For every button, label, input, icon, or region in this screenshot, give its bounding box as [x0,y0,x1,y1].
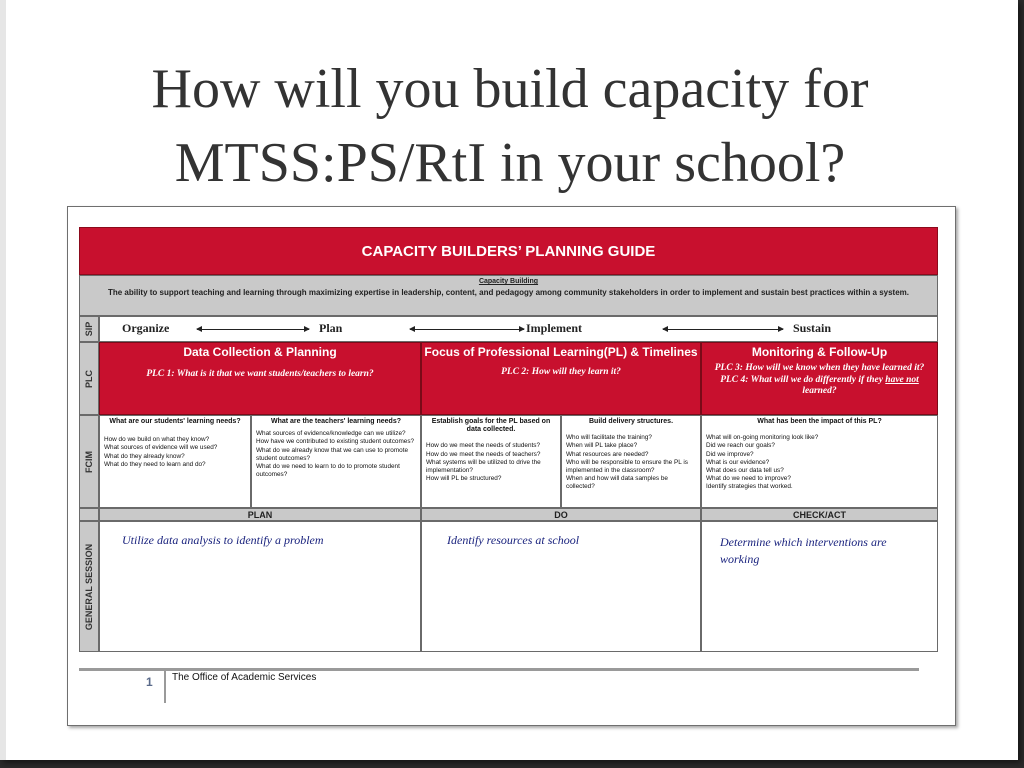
plc-cell-2 [421,342,701,415]
fcim-cell-1: What are our students' learning needs? How do we build on what they know? What sources of evidence will we used? What do they already know? What do they need to learn and do? [99,415,251,508]
phase-do: DO [421,508,701,521]
plc-heading: Data Collection & Planning [183,345,337,359]
double-arrow-icon [410,329,524,330]
plc-question: PLC 4: What will we do differently if they have not learned? [720,375,919,396]
footer-rule [79,668,919,671]
definition-term: Capacity Building [478,278,539,285]
slide-edge [0,0,6,760]
guide-title: CAPACITY BUILDERS’ PLANNING GUIDE [79,227,938,275]
row-label-general-session: GENERAL SESSION [79,521,99,652]
double-arrow-icon [197,329,309,330]
fcim-cell-2: What are the teachers' learning needs? What sources of evidence/knowledge can we utilize? How have we contributed to existing student outcomes? What do we already know that we can use to promote student outcomes? What do we need to learn to do to promote student outcomes? [251,415,421,508]
footer-divider [164,671,166,703]
plc-cell-1 [99,342,421,415]
definition-text: The ability to support teaching and learning through maximizing expertise in leadership, content, and pedagogy among community stakeholders in order to implement and sustain best practices within a system. [107,288,910,297]
slide-title: How will you build capacity for MTSS:PS/RtI in your school? [151,58,869,194]
general-session-check-act: Determine which interventions are working [701,521,938,652]
row-label-sip: SIP [79,316,99,342]
fcim-cell-3: Establish goals for the PL based on data collected. How do we meet the needs of students? How do we meet the needs of teachers? What systems will be utilized to drive the implementation? How will PL be structured? [421,415,561,508]
stage-implement: Implement [526,321,582,335]
phase-spacer [79,508,99,521]
sip-stages-row [99,316,938,342]
general-session-plan: Utilize data analysis to identify a problem [99,521,421,652]
page-number: 1 [146,675,153,689]
row-label-plc: PLC [79,342,99,415]
row-label-fcim: FCIM [79,415,99,508]
stage-organize: Organize [122,321,170,335]
double-arrow-icon [663,329,783,330]
plc-heading: Focus of Professional Learning(PL) & Timelines [424,345,698,359]
general-session-do: Identify resources at school [421,521,701,652]
planning-guide-image [67,206,956,726]
phase-plan: PLAN [99,508,421,521]
fcim-cell-5: What has been the impact of this PL? What will on-going monitoring look like? Did we reach our goals? Did we improve? What is our evidence? What does our data tell us? What do we need to improve? Identify strategies that worked. [701,415,938,508]
stage-sustain: Sustain [793,321,832,335]
office-name: The Office of Academic Services [172,672,317,683]
stage-plan: Plan [319,321,343,335]
plc-cell-3 [701,342,938,415]
fcim-cell-4: Build delivery structures. Who will facilitate the training? When will PL take place? What resources are needed? Who will be responsible to ensure the PL is implemented in the classroom? When and how will data samples be collected? [561,415,701,508]
definition-box [79,275,938,316]
plc-heading: Monitoring & Follow-Up [751,345,888,359]
plc-question: PLC 3: How will we know when they have learned it? [714,363,925,373]
plc-question: PLC 2: How will they learn it? [501,367,621,377]
plc-question: PLC 1: What is it that we want students/teachers to learn? [146,369,374,379]
phase-check-act: CHECK/ACT [701,508,938,521]
